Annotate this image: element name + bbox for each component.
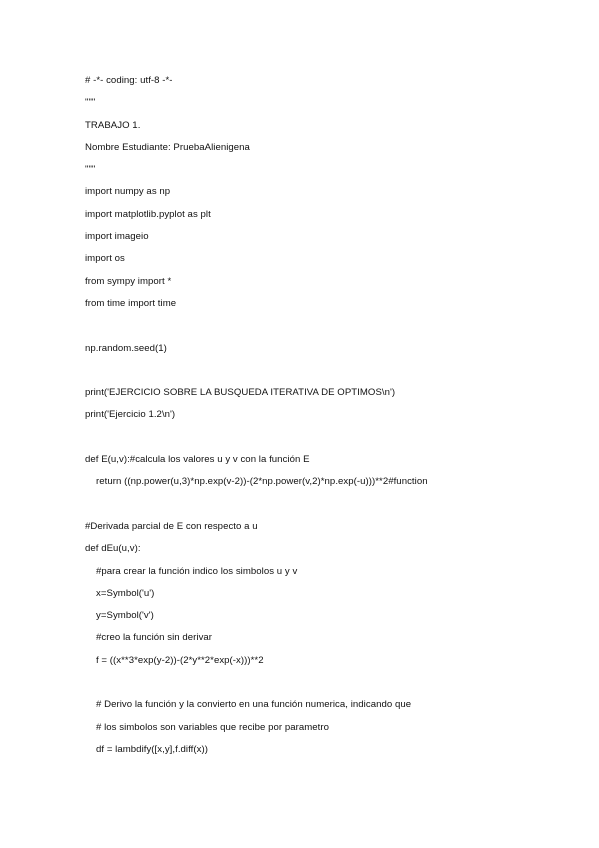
blank-line (85, 672, 585, 694)
code-line: # Derivo la función y la convierto en una función numerica, indicando que (96, 699, 412, 711)
code-line: TRABAJO 1. (85, 119, 141, 131)
code-line: #Derivada parcial de E con respecto a u (85, 520, 258, 532)
code-line: def dEu(u,v): (85, 543, 141, 555)
blank-line (85, 494, 585, 516)
code-line: #para crear la función indico los simbolos u y v (96, 565, 298, 577)
code-line: Nombre Estudiante: PruebaAlienigena (85, 141, 250, 153)
blank-line (85, 360, 585, 382)
code-line: # -*- coding: utf-8 -*- (85, 75, 173, 86)
code-listing (85, 70, 585, 761)
code-line: import imageio (85, 231, 149, 243)
code-line: np.random.seed(1) (85, 342, 167, 354)
code-line: # los simbolos son variables que recibe por parametro (96, 721, 330, 733)
code-line: f = ((x**3*exp(y-2))-(2*y**2*exp(-x)))**2 (96, 654, 264, 666)
code-line: from time import time (85, 297, 177, 309)
code-line: #creo la función sin derivar (96, 632, 213, 644)
blank-line (85, 315, 585, 337)
code-line: from sympy import * (85, 275, 172, 287)
blank-line (85, 427, 585, 449)
code-line: x=Symbol('u') (96, 587, 155, 599)
code-line: return ((np.power(u,3)*np.exp(v-2))-(2*np.power(v,2)*np.exp(-u)))**2#function (96, 476, 428, 488)
code-line: import numpy as np (85, 186, 171, 198)
code-line: """ (85, 164, 96, 176)
code-line: import os (85, 253, 125, 265)
code-line: def E(u,v):#calcula los valores u y v con la función E (85, 454, 310, 466)
code-line: print('Ejercicio 1.2\n') (85, 409, 176, 421)
code-line: df = lambdify([x,y],f.diff(x)) (96, 743, 208, 755)
code-line: """ (85, 97, 96, 109)
code-line: y=Symbol('v') (96, 610, 154, 622)
code-line: import matplotlib.pyplot as plt (85, 208, 211, 220)
code-line: print('EJERCICIO SOBRE LA BUSQUEDA ITERATIVA DE OPTIMOS\n') (85, 387, 396, 399)
